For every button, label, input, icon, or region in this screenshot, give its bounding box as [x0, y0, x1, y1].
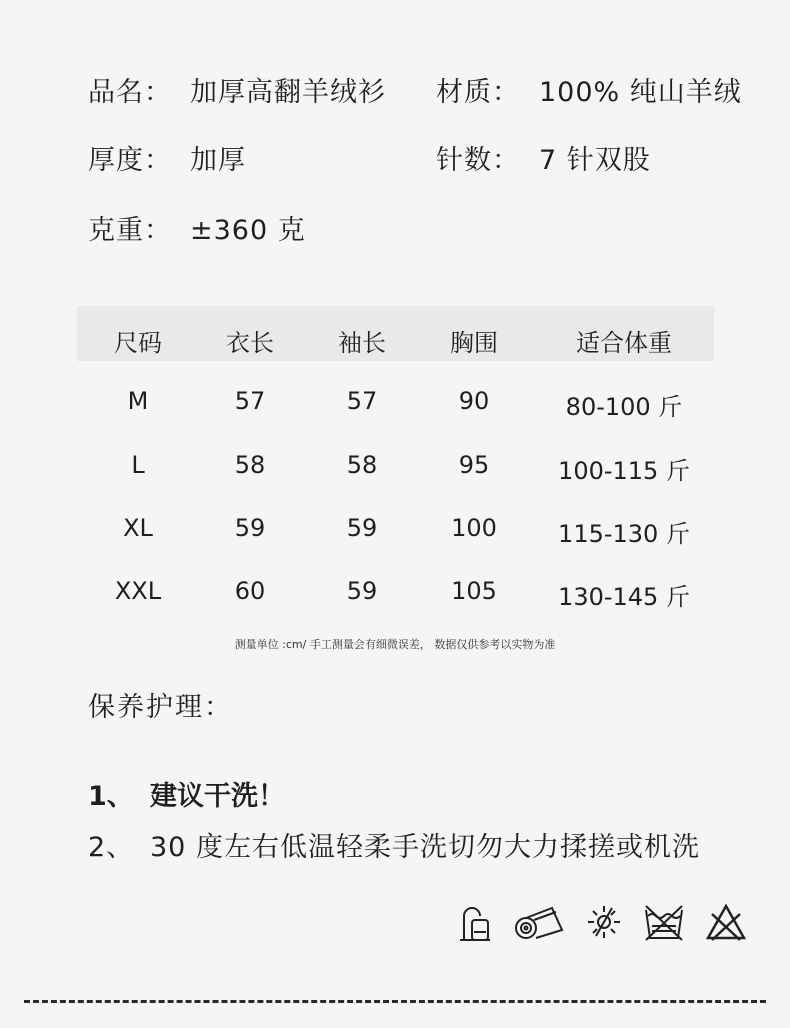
cell-length: 59	[234, 514, 266, 542]
care-item-2-text: 30 度左右低温轻柔手洗切勿大力揉搓或机洗	[150, 832, 700, 863]
cell-sleeve: 57	[346, 387, 378, 415]
care-title: 保养护理：	[88, 692, 233, 723]
cell-size: L	[131, 451, 145, 479]
needle-value: 7 针双股	[539, 145, 651, 176]
flat-dry-icon	[512, 900, 556, 944]
care-item-1-number: 1、	[88, 781, 134, 812]
no-sun-dry-icon	[582, 900, 626, 944]
material-value: 100% 纯山羊绒	[539, 77, 742, 108]
header-weight: 适合体重	[576, 329, 672, 357]
header-size: 尺码	[114, 329, 162, 357]
cell-chest: 90	[458, 387, 490, 415]
cell-sleeve: 59	[346, 514, 378, 542]
cell-weight: 115-130 斤	[558, 520, 690, 548]
cell-length: 60	[234, 577, 266, 605]
weight-value: ±360 克	[190, 215, 306, 246]
product-name-label: 品名：	[88, 77, 172, 108]
weight-label: 克重：	[88, 215, 172, 246]
no-bleach-icon	[704, 900, 748, 944]
cell-length: 57	[234, 387, 266, 415]
cell-size: M	[127, 387, 149, 415]
cell-length: 58	[234, 451, 266, 479]
cell-chest: 95	[458, 451, 490, 479]
cell-chest: 105	[451, 577, 497, 605]
cell-sleeve: 59	[346, 577, 378, 605]
dry-clean-icon	[452, 900, 496, 944]
cell-size: XXL	[114, 577, 162, 605]
care-item-2-number: 2、	[88, 832, 135, 863]
product-name-value: 加厚高翻羊绒衫	[190, 77, 386, 108]
material-label: 材质：	[436, 77, 520, 108]
needle-label: 针数：	[436, 145, 520, 176]
header-length: 衣长	[226, 329, 274, 357]
cell-weight: 100-115 斤	[558, 457, 690, 485]
header-sleeve: 袖长	[338, 329, 386, 357]
cell-size: XL	[123, 514, 153, 542]
no-tumble-wash-icon	[642, 900, 686, 944]
bottom-divider	[24, 1000, 766, 1003]
measurement-note: 测量单位 :cm/ 手工测量会有细微误差， 数据仅供参考以实物为准	[234, 638, 556, 651]
header-chest: 胸围	[450, 329, 498, 357]
cell-sleeve: 58	[346, 451, 378, 479]
care-item-1-text: 建议干洗！	[150, 781, 285, 812]
cell-weight: 130-145 斤	[558, 583, 690, 611]
cell-weight: 80-100 斤	[565, 393, 683, 421]
cell-chest: 100	[451, 514, 497, 542]
thickness-label: 厚度：	[88, 145, 172, 176]
thickness-value: 加厚	[190, 145, 246, 176]
